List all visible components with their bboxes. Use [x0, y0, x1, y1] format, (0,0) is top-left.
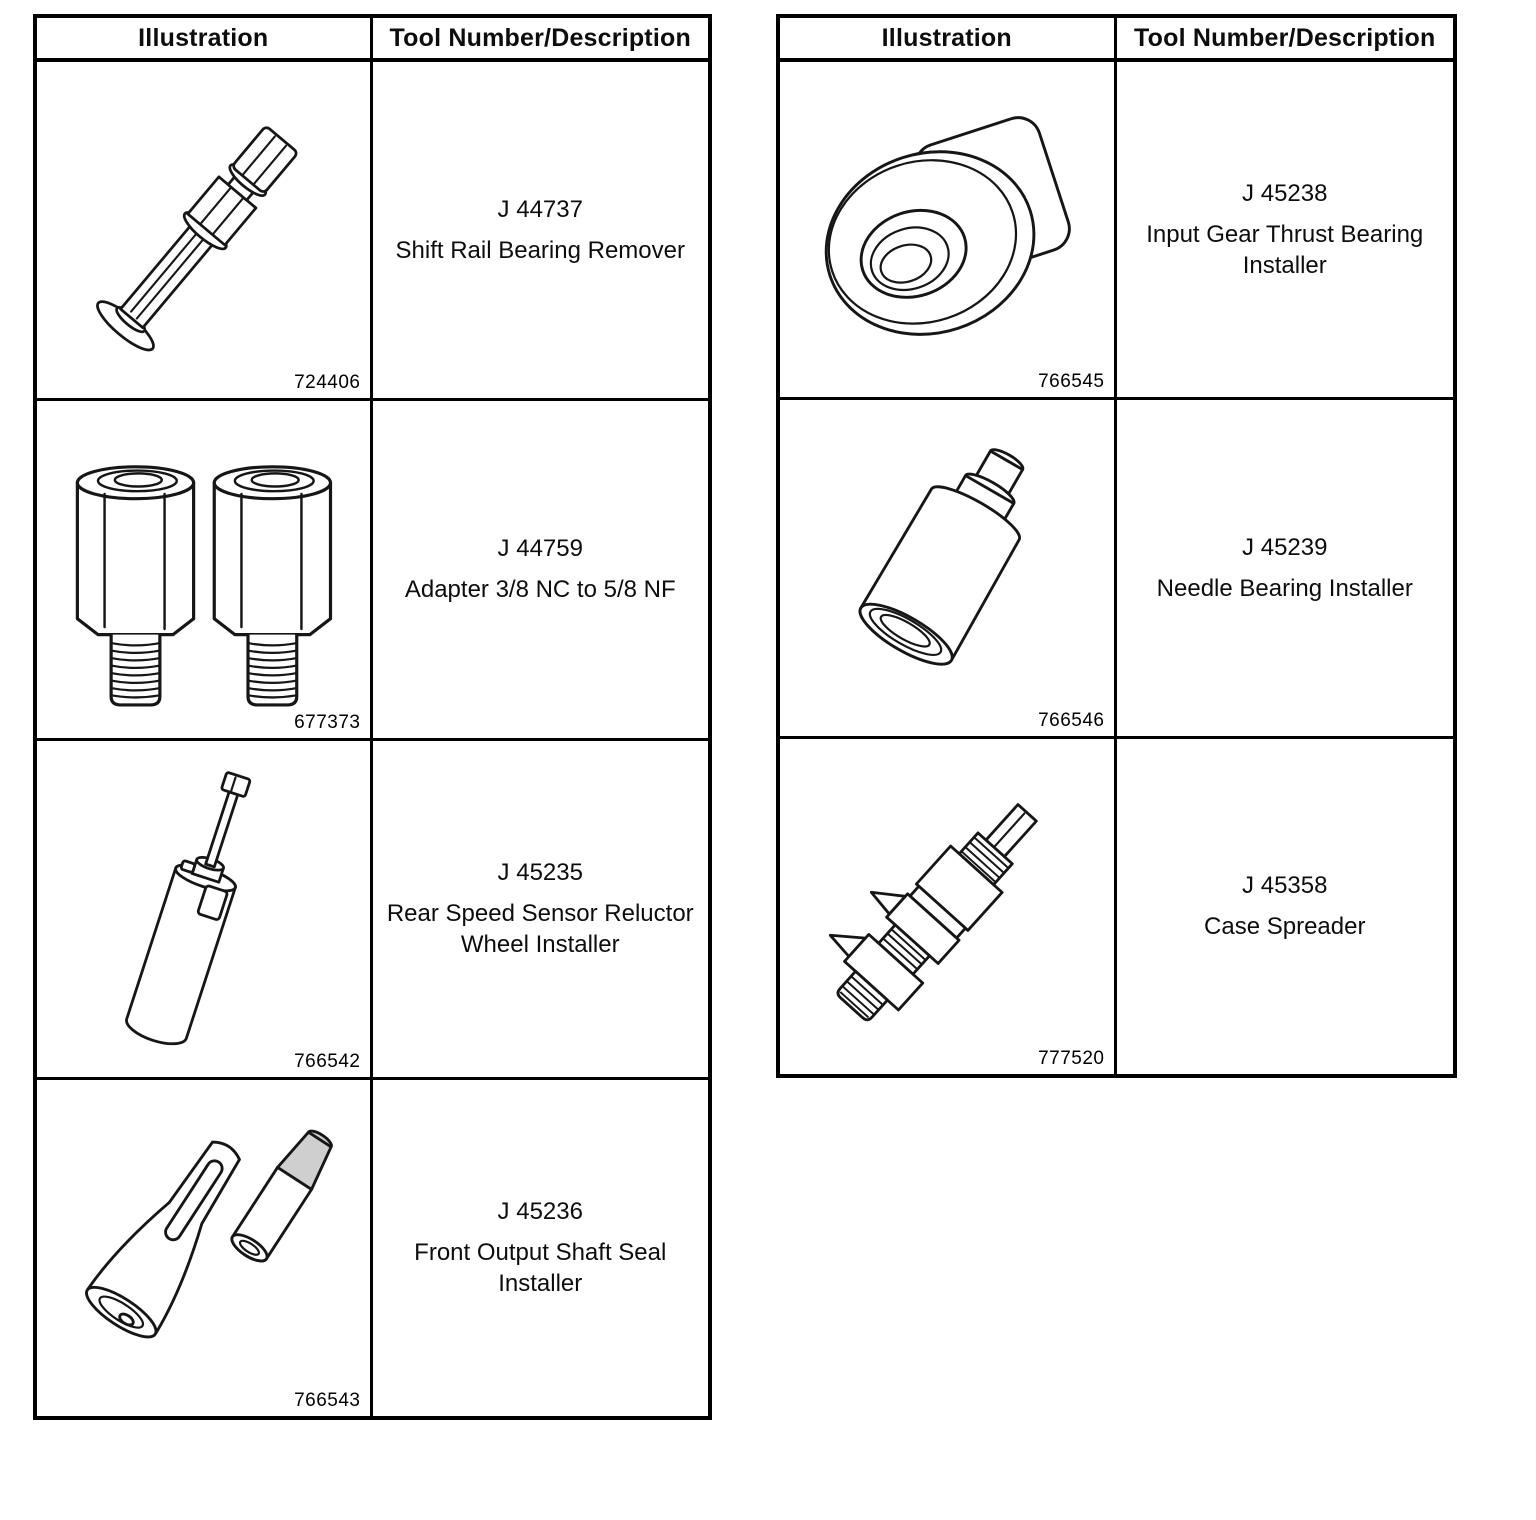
illustration-cell: [37, 1080, 373, 1416]
tool-number: J 44737: [497, 195, 583, 223]
figure-number: 677373: [294, 711, 361, 733]
shift-rail-bearing-remover-illustration: [47, 80, 359, 380]
needle-bearing-installer-illustration: [791, 418, 1103, 718]
figure-number: 766545: [1038, 371, 1105, 393]
illustration-cell: [37, 401, 373, 737]
table-row: [780, 397, 1453, 735]
illustration-cell: [37, 741, 373, 1077]
table-row: [37, 398, 708, 737]
tool-description: Adapter 3/8 NC to 5/8 NF: [404, 576, 676, 604]
table-row: [37, 1077, 708, 1416]
tool-description: Front Output Shaft Seal Installer: [414, 1239, 667, 1298]
table-header-row: [37, 18, 708, 62]
tool-number: J 45235: [497, 858, 583, 886]
figure-number: 777520: [1038, 1047, 1105, 1069]
header-tool-number-description: Tool Number/Description: [389, 23, 691, 52]
description-cell: [373, 1080, 709, 1416]
tool-description: Input Gear Thrust Bearing Installer: [1146, 221, 1424, 280]
description-cell: [1117, 739, 1454, 1074]
tool-description: Case Spreader: [1204, 913, 1366, 941]
table-row: [37, 62, 708, 398]
front-output-shaft-seal-installer-illustration: [47, 1098, 359, 1398]
special-tools-table-left: [33, 14, 712, 1420]
reluctor-wheel-installer-illustration: [47, 759, 359, 1059]
tool-number: J 45238: [1242, 179, 1328, 207]
header-illustration: Illustration: [37, 18, 373, 58]
figure-number: 766546: [1038, 709, 1105, 731]
illustration-cell: [780, 62, 1117, 397]
input-gear-thrust-bearing-installer-illustration: [791, 80, 1103, 380]
table-header-row: [780, 18, 1453, 62]
header-tool-number-description: Tool Number/Description: [1134, 23, 1436, 52]
tool-number: J 45358: [1242, 872, 1328, 900]
figure-number: 766543: [294, 1390, 361, 1411]
case-spreader-illustration: [791, 756, 1103, 1056]
figure-number: 766542: [294, 1050, 361, 1072]
tool-number: J 44759: [497, 535, 583, 563]
description-cell: [373, 401, 709, 737]
illustration-cell: [780, 400, 1117, 735]
tool-number: J 45236: [497, 1198, 583, 1226]
special-tools-table-right: [776, 14, 1457, 1078]
illustration-cell: [780, 739, 1117, 1074]
tool-description: Needle Bearing Installer: [1156, 574, 1413, 602]
tool-description: Rear Speed Sensor Reluctor Wheel Installer: [386, 900, 694, 959]
description-cell: [373, 62, 709, 398]
description-cell: [1117, 400, 1454, 735]
header-illustration: Illustration: [780, 18, 1117, 58]
table-row: [780, 62, 1453, 397]
illustration-cell: [37, 62, 373, 398]
table-row: [37, 738, 708, 1077]
tool-description: Shift Rail Bearing Remover: [395, 237, 685, 265]
tool-number: J 45239: [1242, 533, 1328, 561]
table-row: [780, 736, 1453, 1074]
description-cell: [373, 741, 709, 1077]
hex-adapter-pair-illustration: [47, 419, 359, 719]
figure-number: 724406: [294, 372, 361, 394]
description-cell: [1117, 62, 1454, 397]
